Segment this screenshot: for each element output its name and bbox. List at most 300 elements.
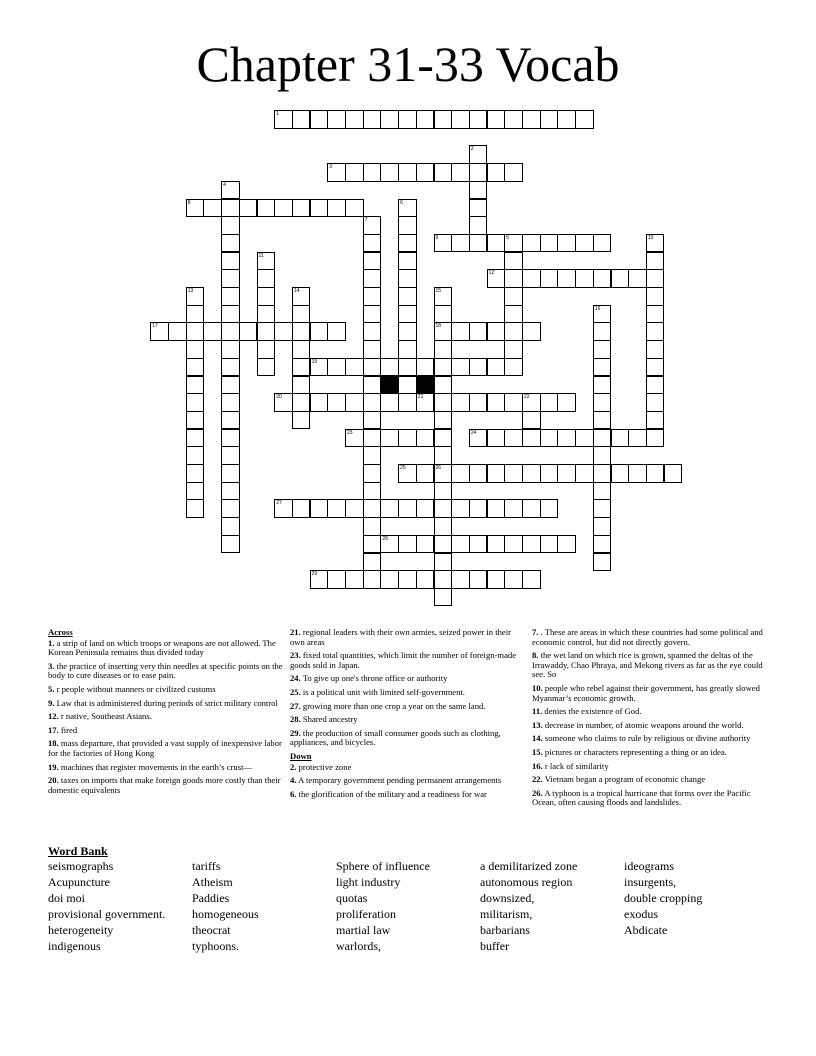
grid-cell[interactable] [522,234,541,253]
grid-cell[interactable] [522,464,541,483]
grid-cell[interactable] [451,358,470,377]
grid-cell[interactable] [380,429,399,448]
grid-cell[interactable] [646,287,665,306]
grid-cell[interactable] [398,570,417,589]
clue-number-label: 14. [532,733,543,744]
grid-cell[interactable] [646,269,665,288]
grid-cell[interactable] [504,110,523,129]
grid-cell[interactable] [186,199,205,218]
grid-cell[interactable] [557,234,576,253]
grid-cell[interactable] [239,199,258,218]
grid-cell[interactable] [327,570,346,589]
grid-cell[interactable] [221,446,240,465]
grid-cell[interactable] [593,553,612,572]
grid-cell[interactable] [593,358,612,377]
grid-cell[interactable] [557,269,576,288]
grid-cell[interactable] [646,252,665,271]
grid-cell[interactable] [434,482,453,501]
grid-cell[interactable] [398,305,417,324]
grid-cell[interactable] [504,269,523,288]
grid-cell[interactable] [593,411,612,430]
grid-cell[interactable] [186,482,205,501]
grid-cell[interactable] [434,393,453,412]
grid-cell[interactable] [327,199,346,218]
grid-cell[interactable] [451,322,470,341]
grid-cell[interactable] [327,322,346,341]
grid-cell[interactable] [593,535,612,554]
grid-cell[interactable] [469,322,488,341]
grid-cell[interactable] [274,499,293,518]
grid-cell[interactable] [398,340,417,359]
grid-cell[interactable] [221,411,240,430]
grid-cell[interactable] [398,110,417,129]
grid-cell[interactable] [434,429,453,448]
grid-cell[interactable] [398,322,417,341]
grid-cell[interactable] [274,199,293,218]
grid-cell[interactable] [451,499,470,518]
grid-cell[interactable] [504,252,523,271]
grid-cell[interactable] [221,376,240,395]
grid-cell[interactable] [522,411,541,430]
grid-cell[interactable] [345,199,364,218]
grid-cell[interactable] [469,181,488,200]
grid-cell[interactable] [221,322,240,341]
grid-cell[interactable] [504,163,523,182]
grid-cell[interactable] [469,393,488,412]
grid-cell[interactable] [380,163,399,182]
grid-cell[interactable] [292,322,311,341]
grid-cell[interactable] [257,199,276,218]
grid-cell[interactable] [380,499,399,518]
grid-cell[interactable] [469,234,488,253]
grid-cell[interactable] [575,269,594,288]
grid-cell[interactable] [363,517,382,536]
grid-cell[interactable] [221,252,240,271]
grid-cell[interactable] [646,464,665,483]
grid-cell[interactable] [628,269,647,288]
grid-cell[interactable] [292,110,311,129]
grid-cell[interactable] [363,411,382,430]
grid-cell[interactable] [363,305,382,324]
grid-cell[interactable] [522,110,541,129]
grid-cell[interactable] [221,464,240,483]
grid-cell[interactable] [292,199,311,218]
grid-cell[interactable] [434,411,453,430]
grid-cell[interactable] [310,570,329,589]
grid-cell[interactable] [363,234,382,253]
grid-cell[interactable] [611,269,630,288]
grid-cell[interactable] [434,464,453,483]
grid-cell[interactable] [646,305,665,324]
grid-cell[interactable] [345,110,364,129]
grid-cell[interactable] [504,429,523,448]
grid-cell[interactable] [522,535,541,554]
grid-cell[interactable] [398,429,417,448]
grid-cell[interactable] [327,110,346,129]
grid-cell[interactable] [504,535,523,554]
grid-cell[interactable] [504,464,523,483]
grid-cell[interactable] [363,446,382,465]
grid-cell[interactable] [522,499,541,518]
clue-text: To give up one's throne office or authority [300,673,448,684]
clue-number-label: 12. [48,711,59,722]
grid-cell[interactable] [434,570,453,589]
grid-cell[interactable] [593,499,612,518]
grid-cell[interactable] [487,163,506,182]
grid-cell[interactable] [398,234,417,253]
grid-cell[interactable] [664,464,683,483]
grid-cell[interactable] [611,429,630,448]
grid-cell[interactable] [398,287,417,306]
grid-cell[interactable] [575,234,594,253]
grid-cell[interactable] [221,499,240,518]
grid-cell[interactable] [363,499,382,518]
grid-cell[interactable] [434,358,453,377]
grid-cell[interactable] [380,358,399,377]
grid-cell[interactable] [451,570,470,589]
grid-cell[interactable] [451,464,470,483]
grid-cell[interactable] [186,499,205,518]
grid-cell[interactable] [274,322,293,341]
grid-cell[interactable] [310,110,329,129]
grid-cell[interactable] [416,163,435,182]
grid-cell[interactable] [504,570,523,589]
grid-cell[interactable] [416,358,435,377]
grid-cell[interactable] [186,464,205,483]
grid-cell[interactable] [522,269,541,288]
grid-cell[interactable] [557,110,576,129]
grid-cell[interactable] [310,393,329,412]
grid-cell[interactable] [469,216,488,235]
grid-cell[interactable] [186,446,205,465]
grid-cell[interactable] [327,499,346,518]
grid-cell[interactable] [646,322,665,341]
grid-cell[interactable] [150,322,169,341]
grid-cell[interactable] [398,163,417,182]
grid-cell[interactable] [451,234,470,253]
grid-cell[interactable] [363,252,382,271]
grid-cell[interactable] [575,110,594,129]
grid-cell[interactable] [186,358,205,377]
grid-cell[interactable] [257,305,276,324]
grid-cell[interactable] [274,393,293,412]
grid-cell[interactable] [487,269,506,288]
grid-cell[interactable] [221,305,240,324]
grid-cell[interactable] [257,252,276,271]
grid-cell[interactable] [310,322,329,341]
grid-cell[interactable] [345,499,364,518]
grid-cell[interactable] [345,393,364,412]
grid-cell[interactable] [646,376,665,395]
grid-cell[interactable] [593,376,612,395]
grid-cell[interactable] [434,446,453,465]
grid-cell[interactable] [557,464,576,483]
grid-cell[interactable] [221,358,240,377]
grid-cell[interactable] [646,340,665,359]
grid-cell[interactable] [504,322,523,341]
grid-cell[interactable] [345,570,364,589]
grid-cell[interactable] [221,287,240,306]
grid-cell[interactable] [575,429,594,448]
grid-cell[interactable] [522,393,541,412]
grid-cell[interactable] [451,393,470,412]
grid-cell[interactable] [292,499,311,518]
grid-cell[interactable] [504,358,523,377]
grid-cell[interactable] [221,535,240,554]
grid-cell[interactable] [646,393,665,412]
grid-cell[interactable] [292,393,311,412]
grid-cell[interactable] [186,411,205,430]
grid-cell[interactable] [593,322,612,341]
grid-cell[interactable] [628,464,647,483]
grid-cell[interactable] [557,535,576,554]
grid-cell[interactable] [593,340,612,359]
grid-cell[interactable] [398,376,417,395]
grid-cell[interactable] [416,570,435,589]
grid-cell[interactable] [398,252,417,271]
grid-cell[interactable] [575,464,594,483]
grid-cell[interactable] [221,393,240,412]
grid-cell[interactable] [186,429,205,448]
grid-cell[interactable] [363,110,382,129]
grid-cell[interactable] [434,588,453,607]
clue-number-label: 27. [290,700,301,711]
word-bank-item: provisional government. [48,907,166,921]
grid-cell[interactable] [451,110,470,129]
clue [48,763,283,773]
grid-cell[interactable] [434,499,453,518]
grid-cell[interactable] [628,429,647,448]
grid-cell[interactable] [363,269,382,288]
grid-cell[interactable] [221,269,240,288]
grid-cell[interactable] [186,322,205,341]
grid-cell[interactable] [363,464,382,483]
grid-cell[interactable] [310,499,329,518]
grid-cell[interactable] [416,535,435,554]
grid-cell[interactable] [257,322,276,341]
grid-cell[interactable] [292,340,311,359]
grid-cell[interactable] [487,358,506,377]
grid-cell[interactable] [168,322,187,341]
grid-cell[interactable] [469,429,488,448]
clue-number-label: 24. [290,673,301,684]
grid-cell[interactable] [504,305,523,324]
grid-cell[interactable] [504,499,523,518]
grid-cell[interactable] [292,287,311,306]
grid-cell[interactable] [593,464,612,483]
grid-cell[interactable] [593,517,612,536]
grid-cell[interactable] [363,340,382,359]
grid-cell[interactable] [434,163,453,182]
grid-cell[interactable] [646,411,665,430]
grid-cell[interactable] [398,464,417,483]
grid-cell[interactable] [540,429,559,448]
grid-cell[interactable] [398,535,417,554]
grid-cell[interactable] [469,145,488,164]
grid-cell[interactable] [363,535,382,554]
grid-cell[interactable] [292,358,311,377]
grid-cell[interactable] [221,340,240,359]
grid-cell[interactable] [363,570,382,589]
grid-cell[interactable] [540,499,559,518]
grid-cell[interactable] [487,234,506,253]
grid-cell[interactable] [327,393,346,412]
grid-cell[interactable] [221,517,240,536]
grid-cell[interactable] [487,464,506,483]
grid-cell[interactable] [434,287,453,306]
grid-cell[interactable] [434,376,453,395]
grid-cell[interactable] [257,269,276,288]
grid-cell[interactable] [646,429,665,448]
grid-cell[interactable] [540,234,559,253]
grid-cell[interactable] [434,322,453,341]
grid-cell[interactable] [434,535,453,554]
grid-cell[interactable] [363,393,382,412]
grid-cell[interactable] [398,269,417,288]
grid-cell[interactable] [540,110,559,129]
grid-cell[interactable] [363,482,382,501]
grid-cell[interactable] [434,305,453,324]
grid-cell[interactable] [522,322,541,341]
grid-cell[interactable] [239,322,258,341]
grid-cell[interactable] [504,287,523,306]
grid-cell[interactable] [398,393,417,412]
grid-cell[interactable] [487,535,506,554]
grid-cell[interactable] [611,464,630,483]
grid-cell[interactable] [380,110,399,129]
grid-cell[interactable] [504,340,523,359]
grid-cell[interactable] [363,163,382,182]
grid-cell[interactable] [593,305,612,324]
grid-cell[interactable] [451,163,470,182]
grid-cell[interactable] [416,464,435,483]
grid-cell[interactable] [186,287,205,306]
grid-cell[interactable] [593,482,612,501]
grid-cell[interactable] [398,499,417,518]
grid-cell[interactable] [469,464,488,483]
grid-cell[interactable] [593,269,612,288]
grid-cell[interactable] [186,340,205,359]
grid-cell[interactable] [398,216,417,235]
clue-number-label: 13. [532,719,543,730]
grid-cell[interactable] [363,553,382,572]
grid-cell[interactable] [504,393,523,412]
grid-cell[interactable] [363,358,382,377]
grid-cell[interactable] [593,234,612,253]
grid-cell[interactable] [557,393,576,412]
grid-cell[interactable] [257,358,276,377]
grid-cell[interactable] [487,570,506,589]
grid-cell[interactable] [416,110,435,129]
grid-cell[interactable] [380,535,399,554]
grid-cell[interactable] [292,411,311,430]
grid-cell[interactable] [540,393,559,412]
grid-cell[interactable] [540,269,559,288]
grid-cell[interactable] [274,110,293,129]
grid-cell[interactable] [487,322,506,341]
grid-cell[interactable] [540,535,559,554]
grid-cell[interactable] [363,216,382,235]
grid-cell[interactable] [434,553,453,572]
grid-cell[interactable] [292,376,311,395]
grid-cell[interactable] [363,429,382,448]
grid-cell[interactable] [363,287,382,306]
grid-cell[interactable] [310,358,329,377]
grid-cell[interactable] [593,429,612,448]
grid-cell[interactable] [522,570,541,589]
grid-cell[interactable] [221,429,240,448]
grid-cell[interactable] [469,570,488,589]
grid-cell[interactable] [557,429,576,448]
grid-cell[interactable] [434,234,453,253]
grid-cell[interactable] [380,393,399,412]
grid-cell[interactable] [221,234,240,253]
grid-cell[interactable] [646,234,665,253]
grid-cell[interactable] [593,446,612,465]
grid-cell[interactable] [398,199,417,218]
clue-number: 19 [311,358,318,365]
grid-cell[interactable] [451,535,470,554]
grid-cell[interactable] [257,340,276,359]
grid-cell[interactable] [469,499,488,518]
grid-cell[interactable] [221,181,240,200]
grid-cell[interactable] [345,163,364,182]
grid-cell[interactable] [469,110,488,129]
grid-cell[interactable] [345,429,364,448]
grid-cell[interactable] [221,482,240,501]
clue-number: 9 [435,234,439,241]
grid-cell[interactable] [221,199,240,218]
grid-cell[interactable] [487,429,506,448]
grid-cell[interactable] [540,464,559,483]
grid-cell[interactable] [186,305,205,324]
grid-cell[interactable] [203,322,222,341]
grid-cell[interactable] [363,376,382,395]
grid-cell[interactable] [186,376,205,395]
grid-cell[interactable] [487,110,506,129]
grid-cell[interactable] [469,358,488,377]
grid-cell[interactable] [398,358,417,377]
grid-cell[interactable] [221,216,240,235]
grid-cell[interactable] [646,358,665,377]
grid-cell[interactable] [593,393,612,412]
grid-cell[interactable] [363,322,382,341]
grid-cell[interactable] [292,305,311,324]
grid-cell[interactable] [203,199,222,218]
grid-cell[interactable] [434,517,453,536]
grid-cell[interactable] [345,358,364,377]
grid-cell[interactable] [380,570,399,589]
grid-cell[interactable] [487,393,506,412]
grid-cell[interactable] [416,499,435,518]
grid-cell[interactable] [522,429,541,448]
grid-cell[interactable] [310,199,329,218]
clue-text: taxes on imports that make foreign goods more costly than their domestic equivalents [48,775,281,795]
grid-cell[interactable] [469,535,488,554]
grid-cell[interactable] [469,163,488,182]
grid-cell[interactable] [257,287,276,306]
grid-cell[interactable] [504,234,523,253]
grid-cell[interactable] [434,110,453,129]
grid-cell[interactable] [186,393,205,412]
grid-cell[interactable] [416,429,435,448]
grid-cell[interactable] [327,358,346,377]
grid-cell[interactable] [434,340,453,359]
grid-cell[interactable] [327,163,346,182]
grid-cell[interactable] [487,499,506,518]
grid-cell[interactable] [469,199,488,218]
grid-cell[interactable] [416,393,435,412]
